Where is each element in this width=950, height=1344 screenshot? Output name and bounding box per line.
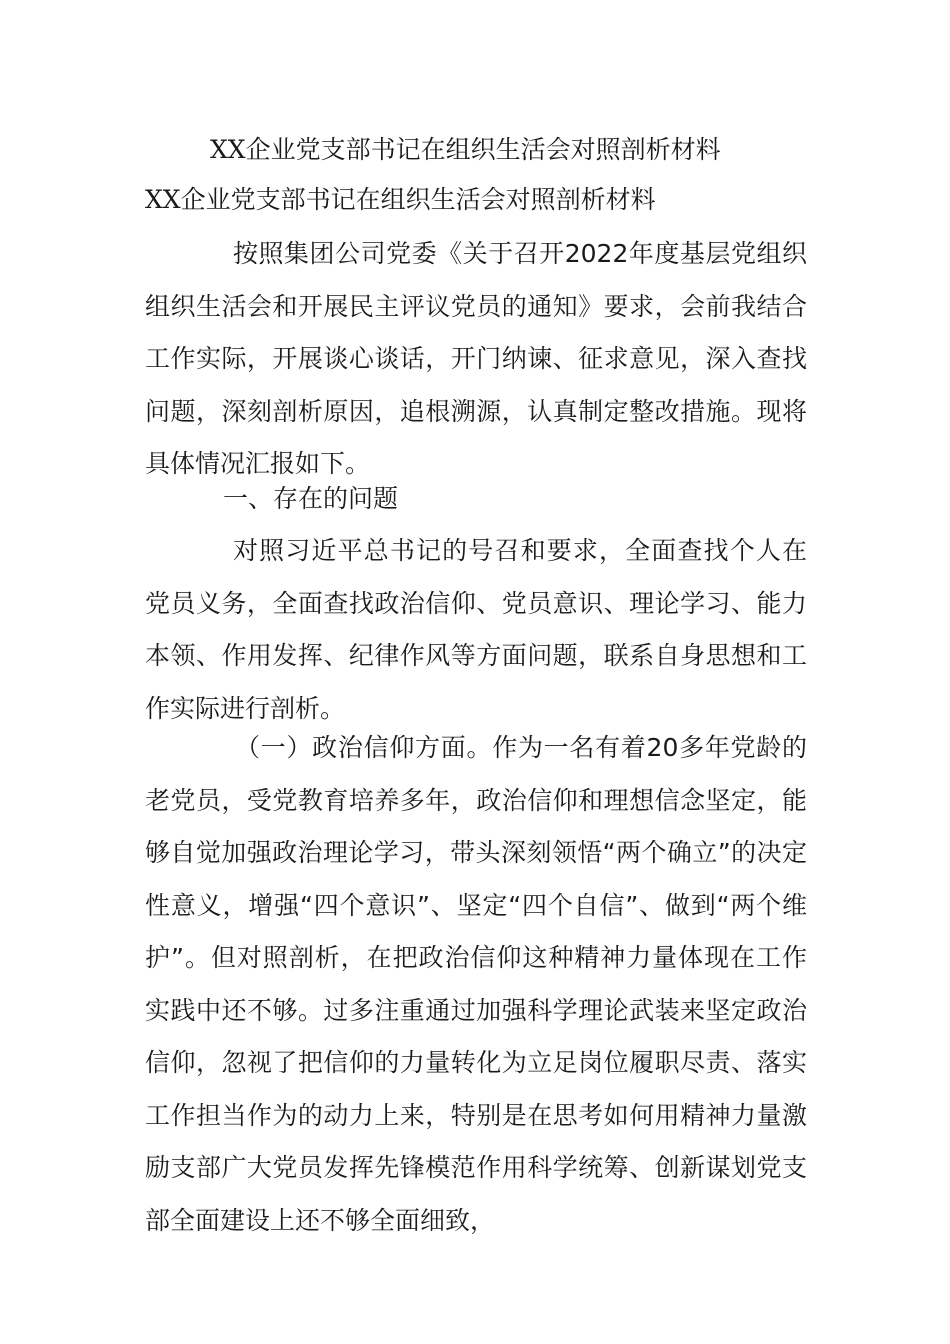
section-heading-problems: 一、存在的问题 [223,484,399,513]
document-subtitle: XX企业党支部书记在组织生活会对照剖析材料 [145,185,656,214]
document-title: XX企业党支部书记在组织生活会对照剖析材料 [210,135,721,164]
paragraph-intro: 按照集团公司党委《关于召开2022年度基层党组织组织生活会和开展民主评议党员的通知》要求，会前我结合工作实际，开展谈心谈话，开门纳谏、征求意见，深入查找问题，深刻剖析原因，追根溯源，认真制定整改措施。现将具体情况汇报如下。 [145,239,807,478]
paragraph-political-belief: （一）政治信仰方面。作为一名有着20多年党龄的老党员，受党教育培养多年，政治信仰和理想信念坚定，能够自觉加强政治理论学习，带头深刻领悟“两个确立”的决定性意义，增强“四个意识”、坚定“四个自信”、做到“两个维护”。但对照剖析，在把政治信仰这种精神力量体现在工作实践中还不够。过多注重通过加强科学理论武装来坚定政治信仰，忽视了把信仰的力量转化为立足岗位履职尽责、落实工作担当作为的动力上来，特别是在思考如何用精神力量激励支部广大党员发挥先锋模范作用科学统筹、创新谋划党支部全面建设上还不够全面细致， [145,733,807,1235]
paragraph-scope: 对照习近平总书记的号召和要求，全面查找个人在党员义务，全面查找政治信仰、党员意识、理论学习、能力本领、作用发挥、纪律作风等方面问题，联系自身思想和工作实际进行剖析。 [145,536,807,723]
